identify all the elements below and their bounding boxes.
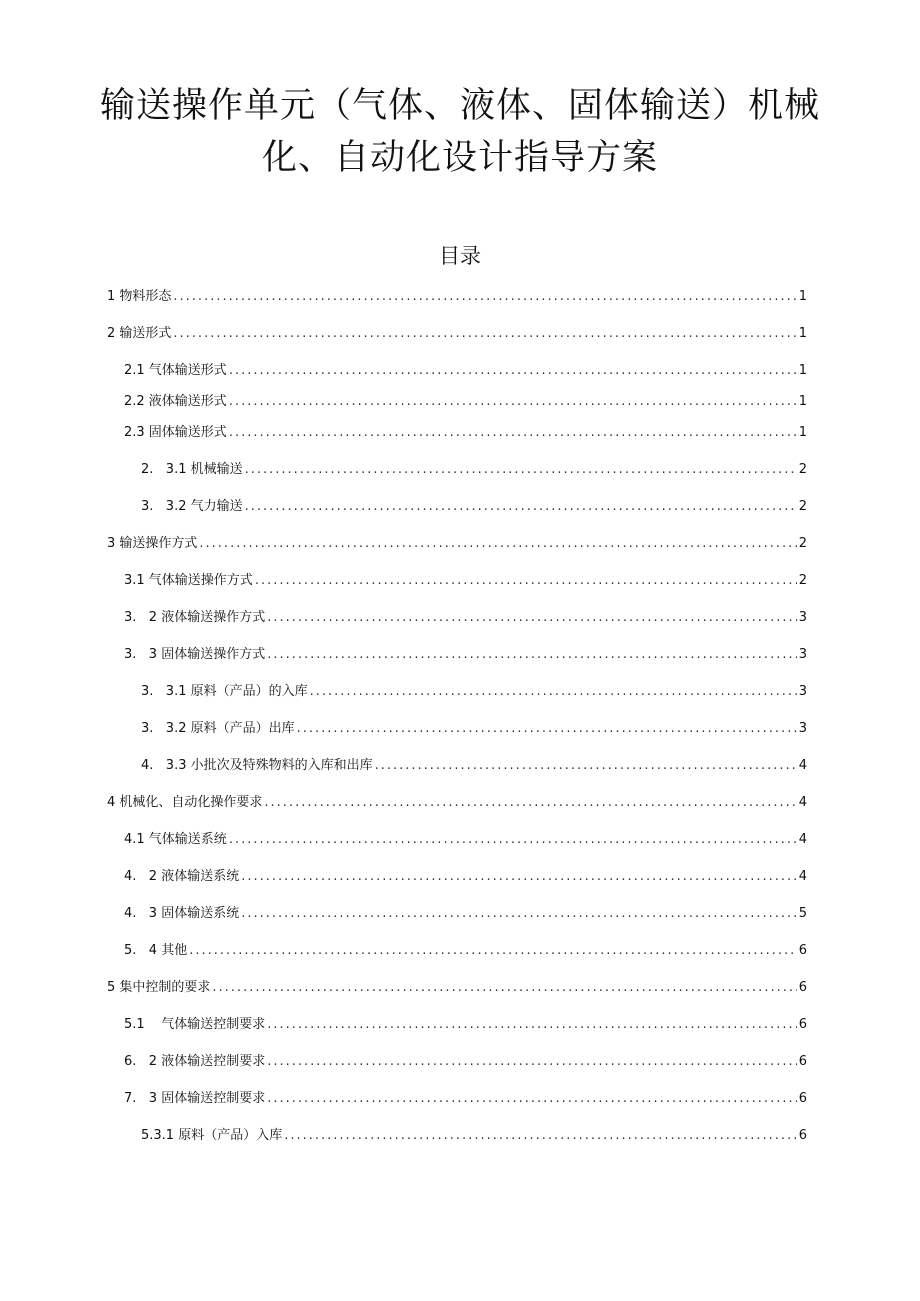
toc-entry-label: 4. 3 固体输送系统 <box>124 906 240 921</box>
toc-leader-dots <box>267 1089 797 1109</box>
toc-leader-dots <box>375 756 797 776</box>
toc-leader-dots <box>255 571 797 591</box>
toc-leader-dots <box>310 682 797 702</box>
toc-entry-5-1[interactable] <box>124 1015 807 1035</box>
toc-entry-label: 2.2 液体输送形式 <box>124 394 227 409</box>
toc-entry-4-3[interactable] <box>124 904 807 924</box>
toc-leader-dots <box>173 324 796 344</box>
toc-entry-label: 5.1 气体输送控制要求 <box>124 1017 266 1032</box>
toc-page-number: 3 <box>798 721 807 736</box>
toc-entry-label: 2 输送形式 <box>107 326 172 341</box>
toc-leader-dots <box>267 645 797 665</box>
toc-leader-dots <box>284 1126 797 1146</box>
toc-page-number: 4 <box>798 758 807 773</box>
toc-leader-dots <box>264 793 796 813</box>
toc-entry-label: 4. 3.3 小批次及特殊物料的入库和出库 <box>141 758 373 773</box>
toc-entry-4-2[interactable] <box>124 867 807 887</box>
document-title-line-2: 化、自动化设计指导方案 <box>261 138 658 178</box>
toc-page-number: 1 <box>798 394 807 409</box>
toc-page-number: 3 <box>798 647 807 662</box>
toc-entry-3-1[interactable] <box>124 571 807 591</box>
toc-leader-dots <box>245 497 797 517</box>
toc-leader-dots <box>267 608 797 628</box>
toc-entry-label: 2. 3.1 机械输送 <box>141 462 243 477</box>
toc-entry-3[interactable] <box>107 534 807 554</box>
toc-page-number: 2 <box>798 462 807 477</box>
toc-page-number: 6 <box>798 1017 807 1032</box>
toc-entry-label: 4 机械化、自动化操作要求 <box>107 795 263 810</box>
toc-page-number: 1 <box>798 326 807 341</box>
toc-page-number: 6 <box>798 943 807 958</box>
toc-page-number: 6 <box>798 1128 807 1143</box>
toc-entry-2-1[interactable] <box>124 361 807 381</box>
toc-entry-3-3[interactable] <box>124 645 807 665</box>
toc-leader-dots <box>173 287 796 307</box>
toc-entry-label: 3.1 气体输送操作方式 <box>124 573 253 588</box>
toc-leader-dots <box>267 1052 797 1072</box>
toc-entry-label: 4.1 气体输送系统 <box>124 832 227 847</box>
toc-page-number: 1 <box>798 289 807 304</box>
toc-entry-1[interactable] <box>107 287 807 307</box>
toc-page-number: 3 <box>798 684 807 699</box>
toc-entry-label: 3. 3.1 原料（产品）的入库 <box>141 684 308 699</box>
toc-entry-2-3-1[interactable] <box>141 460 807 480</box>
toc-page-number: 1 <box>798 425 807 440</box>
toc-page-number: 5 <box>798 906 807 921</box>
toc-entry-label: 2.3 固体输送形式 <box>124 425 227 440</box>
toc-entry-5-2[interactable] <box>124 1052 807 1072</box>
toc-leader-dots <box>241 867 797 887</box>
toc-entry-2-2[interactable] <box>124 392 807 412</box>
document-title-line-1: 输送操作单元（气体、液体、固体输送）机械 <box>100 86 821 126</box>
toc-entry-label: 6. 2 液体输送控制要求 <box>124 1054 266 1069</box>
toc-entry-label: 1 物料形态 <box>107 289 172 304</box>
toc-entry-5-3[interactable] <box>124 1089 807 1109</box>
toc-page-number: 6 <box>798 1054 807 1069</box>
toc-leader-dots <box>241 904 797 924</box>
toc-entry-label: 5.3.1 原料（产品）入库 <box>141 1128 283 1143</box>
toc-page-number: 4 <box>798 869 807 884</box>
toc-page-number: 2 <box>798 536 807 551</box>
toc-entry-label: 4. 2 液体输送系统 <box>124 869 240 884</box>
toc-entry-label: 3. 3.2 原料（产品）出库 <box>141 721 295 736</box>
toc-leader-dots <box>229 830 797 850</box>
toc-page-number: 3 <box>798 610 807 625</box>
toc-leader-dots <box>212 978 796 998</box>
toc-entry-3-3-1[interactable] <box>141 682 807 702</box>
toc-page-number: 1 <box>798 363 807 378</box>
toc-leader-dots <box>229 392 797 412</box>
toc-entry-4-4[interactable] <box>124 941 807 961</box>
toc-entry-label: 7. 3 固体输送控制要求 <box>124 1091 266 1106</box>
toc-entry-3-3-3[interactable] <box>141 756 807 776</box>
toc-entry-5[interactable] <box>107 978 807 998</box>
toc-heading: 目录 <box>439 244 481 268</box>
toc-leader-dots <box>199 534 796 554</box>
toc-page-number: 2 <box>798 573 807 588</box>
toc-entry-label: 2.1 气体输送形式 <box>124 363 227 378</box>
toc-leader-dots <box>229 423 797 443</box>
toc-entry-label: 5 集中控制的要求 <box>107 980 211 995</box>
toc-entry-label: 3 输送操作方式 <box>107 536 198 551</box>
toc-entry-label: 5. 4 其他 <box>124 943 188 958</box>
toc-entry-label: 3. 3 固体输送操作方式 <box>124 647 266 662</box>
toc-leader-dots <box>189 941 797 961</box>
toc-page-number: 2 <box>798 499 807 514</box>
toc-entry-2-3-2[interactable] <box>141 497 807 517</box>
toc-leader-dots <box>297 719 797 739</box>
toc-entry-2[interactable] <box>107 324 807 344</box>
toc-leader-dots <box>245 460 797 480</box>
toc-entry-5-3-1[interactable] <box>141 1126 807 1146</box>
toc-page-number: 4 <box>798 832 807 847</box>
toc-leader-dots <box>229 361 797 381</box>
toc-entry-label: 3. 2 液体输送操作方式 <box>124 610 266 625</box>
toc-page-number: 6 <box>798 1091 807 1106</box>
toc-entry-3-2[interactable] <box>124 608 807 628</box>
toc-entry-4-1[interactable] <box>124 830 807 850</box>
toc-page-number: 6 <box>798 980 807 995</box>
toc-entry-4[interactable] <box>107 793 807 813</box>
document-title <box>100 80 820 184</box>
toc-entry-2-3[interactable] <box>124 423 807 443</box>
toc-entry-label: 3. 3.2 气力输送 <box>141 499 243 514</box>
toc-leader-dots <box>267 1015 797 1035</box>
toc-page-number: 4 <box>798 795 807 810</box>
toc-entry-3-3-2[interactable] <box>141 719 807 739</box>
